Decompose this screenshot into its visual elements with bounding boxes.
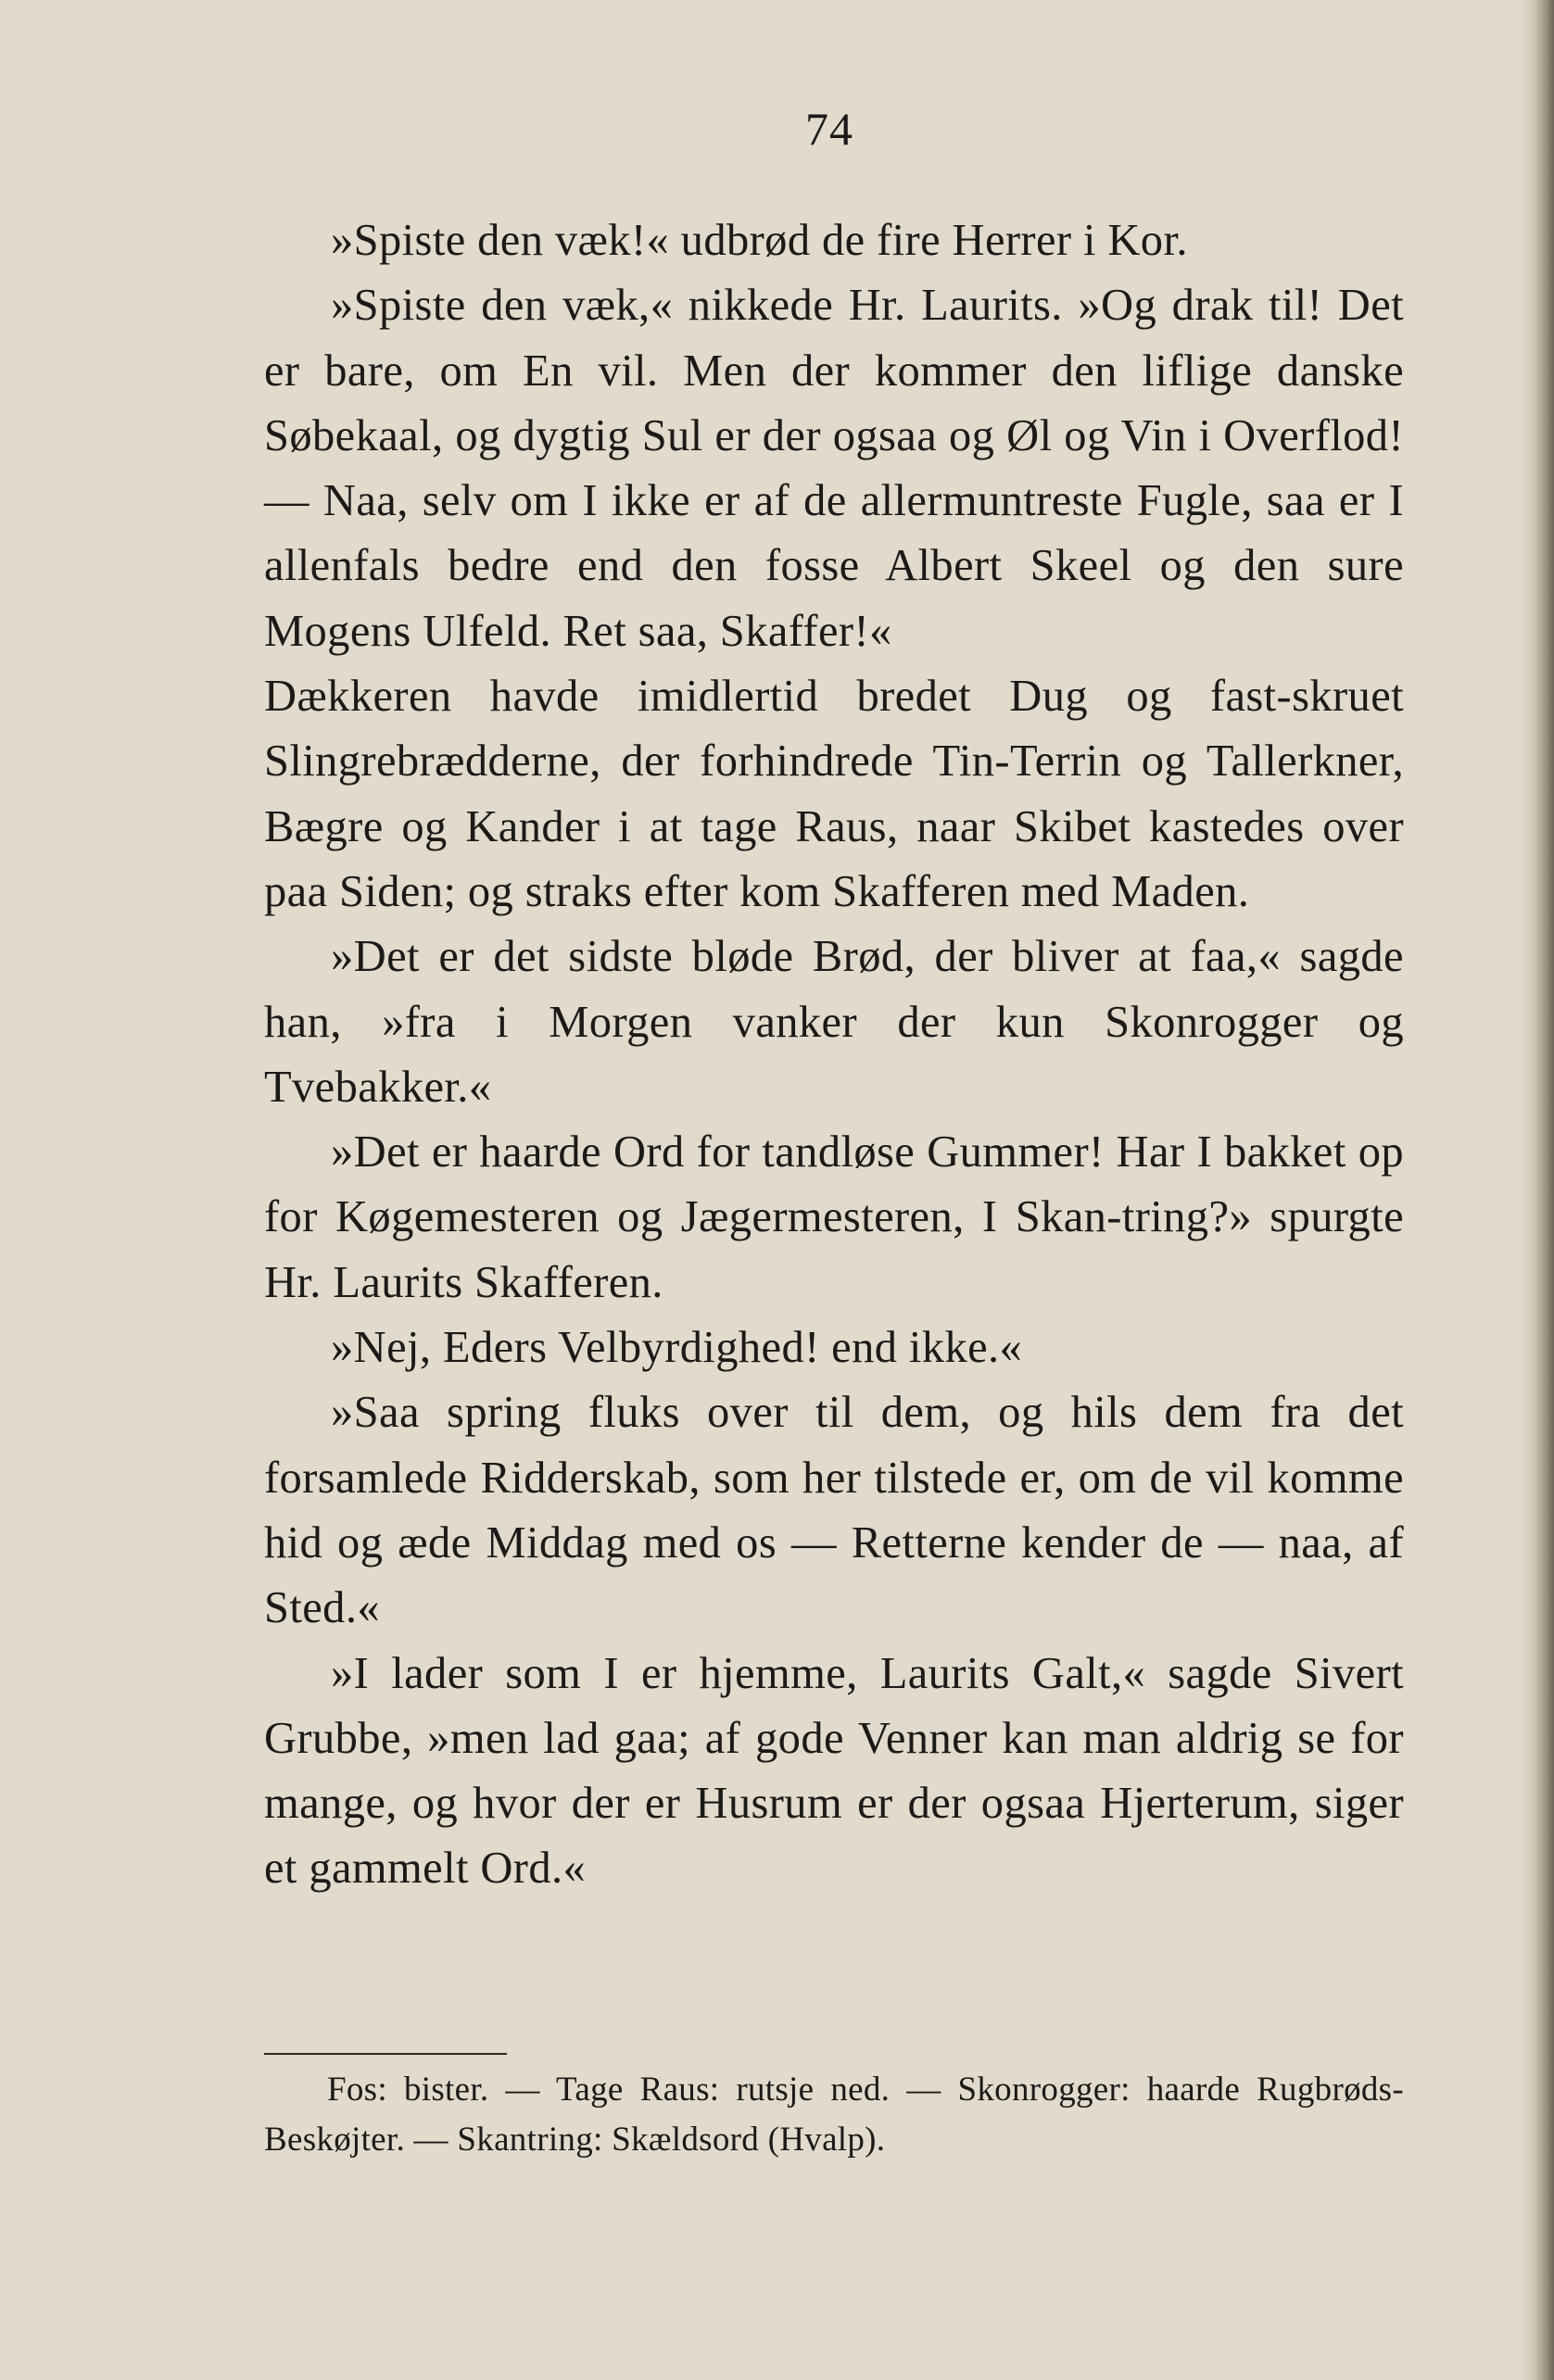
footnote-divider [264, 2053, 507, 2055]
paragraph-7: »Saa spring fluks over til dem, og hils dem fra det forsamlede Ridderskab, som her tilstede er, om de vil komme hid og æde Middag med os — Retterne kender de — naa, af Sted.« [264, 1388, 1404, 1633]
paragraph-5: »Det er haarde Ord for tandløse Gummer! Har I bakket op for Køgemesteren og Jægermesteren, I Skan-tring?» spurgte Hr. Laurits Skafferen. [264, 1127, 1404, 1307]
paragraph-6: »Nej, Eders Velbyrdighed! end ikke.« [331, 1323, 1023, 1373]
paragraph-4: »Det er det sidste bløde Brød, der bliver at faa,« sagde han, »fra i Morgen vanker der kun Skonrogger og Tvebakker.« [264, 932, 1404, 1112]
paragraph-1: »Spiste den væk!« udbrød de fire Herrer i Kor. [331, 216, 1188, 265]
page-edge-shadow [1521, 0, 1554, 2380]
paragraph-2: »Spiste den væk,« nikkede Hr. Laurits. »Og drak til! Det er bare, om En vil. Men der kommer den liflige danske Søbekaal, og dygtig Sul er der ogsaa og Øl og Vin i Overflod! — Naa, selv om I ikke er af de allermuntreste Fugle, saa er I allenfals bedre end den fosse Albert Skeel og den sure Mogens Ulfeld. Ret saa, Skaffer!« [264, 281, 1404, 656]
footnote: Fos: bister. — Tage Raus: rutsje ned. — Skonrogger: haarde Rugbrøds-Beskøjter. — Skantring: Skældsord (Hvalp). [264, 2071, 1404, 2159]
body-text [264, 208, 1404, 1902]
paragraph-3: Dækkeren havde imidlertid bredet Dug og fast-skruet Slingrebrædderne, der forhindrede Tin-Terrin og Tallerkner, Bægre og Kander i at tage Raus, naar Skibet kastedes over paa Siden; og straks efter kom Skafferen med Maden. [264, 672, 1404, 916]
page-number: 74 [805, 103, 853, 155]
paragraph-8: »I lader som I er hjemme, Laurits Galt,« sagde Sivert Grubbe, »men lad gaa; af gode Venner kan man aldrig se for mange, og hvor der er Husrum er der ogsaa Hjerterum, siger et gammelt Ord.« [264, 1648, 1404, 1894]
